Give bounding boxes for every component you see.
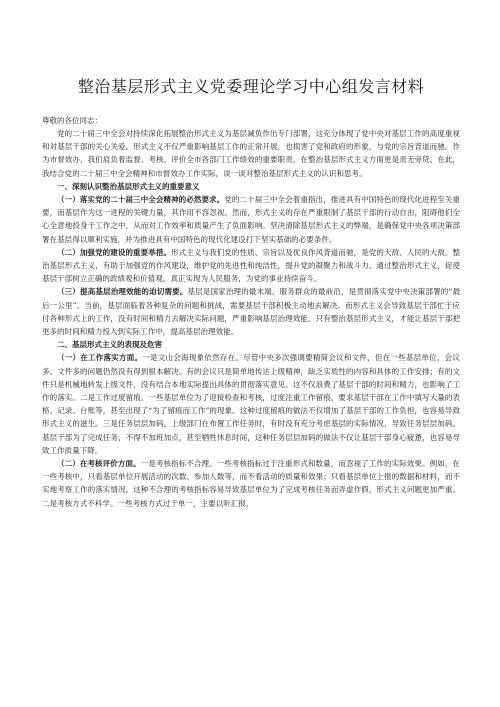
salutation: 尊敬的各位同志： — [42, 116, 102, 125]
paragraph-body: 基层是国家治理的最末端、服务群众的最前沿，是贯彻落实党中央决策部署的“最后一公里”。当前，基层面临着各种复杂的问题和挑战，需要基层干部积极主动地去解决。而形式主义会导致基层干部忙于应付各种形式上的工作，没有时间和精力去解决实际问题，严重影响基层治理效能。只有整治基层形式主义，才能让基层干部把更多的时间和精力投入到实际工作中，提高基层治理效能。 — [42, 287, 460, 337]
paragraph-lead: （一）在工作落实方面。 — [57, 353, 143, 363]
paragraph-body: 形式主义与我们党的性质、宗旨以及优良作风背道而驰，是党的大敌、人民的大敌。整治基层形式主义，有助于加强党的作风建设，维护党的先进性和纯洁性，提升党的凝聚力和战斗力。通过整治形式主义，促使基层干部树立正确的政绩观和价值观，真正实现为人民服务，为党的事业持续奋斗。 — [42, 247, 460, 284]
section-paragraph — [42, 285, 460, 338]
section-paragraph — [42, 351, 460, 457]
paragraph-body: 一是文山会海现象依然存在。尽管中央多次强调要精简会议和文件，但在一些基层单位，会议多、文件多的问题仍然没有得到根本解决。有的会议只是简单地传达上级精神，缺乏实质性的内容和具体的工作安排；有的文件只是机械地转发上级文件，没有结合本地实际提出具体的贯彻落实意见。这不仅浪费了基层干部的时间和精力，也影响了工作的落实。二是工作过度留痕。一些基层单位为了迎接检查和考核，过度注重工作留痕，要求基层干部在工作中填写大量的表格、记录、台账等，甚至出现了“为了留痕而工作”的现象。这种过度留痕的做法不仅增加了基层干部的工作负担，也容易导致形式主义的滋生。三是任务层层加码。上级部门在布置工作任务时，有时没有充分考虑基层的实际情况，导致任务层层加码。基层干部为了完成任务，不得不加班加点，甚至牺牲休息时间，这种任务层层加码的做法不仅让基层干部身心疲惫，也容易导致工作质量下降。 — [42, 353, 460, 455]
section-heading: 一、深刻认识整治基层形式主义的重要意义 — [57, 181, 200, 191]
document-page — [42, 0, 460, 707]
paragraph-body: 党的二十届三中全会着重指出，推进具有中国特色的现代化进程至关重要，而基层作为这一进程的关键力量，其作用不容忽视。然而，形式主义的存在严重限制了基层干部的行动自由，阻碍他们全心全意地投身于工作之中，从而对工作效率和质量产生了负面影响。坚决清除基层形式主义的弊端，是确保党中央各项决策部署在基层得以顺利实施，并为推进具有中国特色的现代化建设打下坚实基础的必要条件。 — [42, 195, 460, 244]
paragraph-lead: （一）落实党的二十届三中全会精神的必然要求。 — [57, 195, 225, 205]
section-1 — [42, 180, 460, 338]
paragraph-lead: （二）在考核评价方面。 — [57, 459, 141, 469]
section-paragraph — [42, 457, 460, 510]
document-title: 整治基层形式主义党委理论学习中心组发言材料 — [77, 77, 425, 96]
intro-paragraph: 党的二十届三中全会对持续深化拓展整治形式主义为基层减负作出专门部署，这充分体现了党中央对基层工作的高度重视和对基层干部的关心关爱。形式主义不仅严重影响基层工作的正常开展，也损害了党和政府的形象，与党的宗旨背道而驰。作为市督效办，我们肩负着监督、考核、评价全市各部门工作绩效的重要职责，在整治基层形式主义方面更是责无旁贷。在此，我结合党的二十届三中全会精神和市督效办工作实际，谈一谈对整治基层形式主义的认识和思考。 — [42, 129, 460, 178]
paragraph-lead: （三）提高基层治理效能的迫切需要。 — [57, 287, 188, 297]
section-heading: 二、基层形式主义的表现及危害 — [57, 340, 162, 350]
section-paragraph — [42, 193, 460, 246]
section-2 — [42, 338, 460, 510]
paragraph-body: 一是考核指标不合理。一些考核指标过于注重形式和数量，而忽视了工作的实际效果。例如，在一些考核中，只看基层单位开展活动的次数、参加人数等，而不看活动的质量和效果；只看基层单位上报的数据和材料，而不实地考察工作的落实情况。这种不合理的考核指标容易导致基层单位为了完成考核任务而弄虚作假，形式主义问题更加严重。二是考核方式不科学。一些考核方式过于单一，主要以听汇报、 — [42, 459, 460, 508]
paragraph-lead: （二）加强党的建设的重要举措。 — [57, 247, 172, 257]
section-paragraph — [42, 246, 460, 286]
